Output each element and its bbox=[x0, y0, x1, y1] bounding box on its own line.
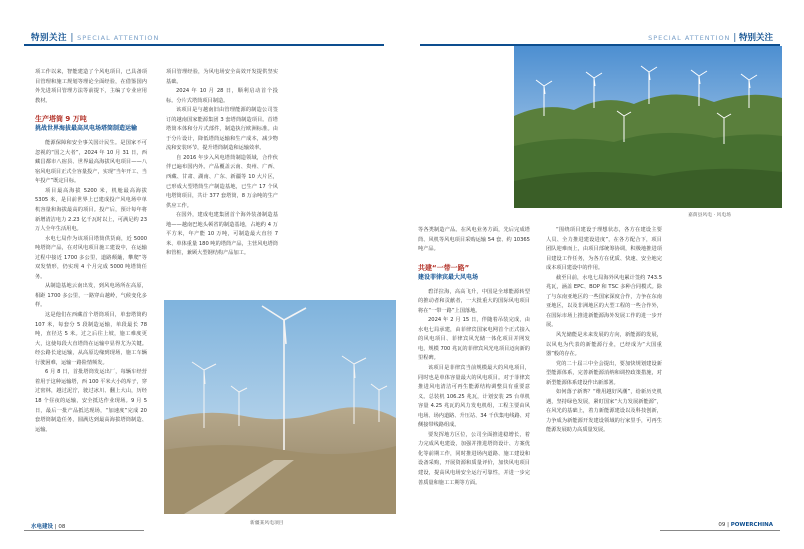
paragraph: 党的二十届三中全会提出，要加快规划建设新型能源体系，完善新能源消纳和调控政策措施，对新型能源体系建设作出新部署。 bbox=[546, 360, 662, 386]
paragraph: 6 月 8 日，首批塔筒发运出厂，每辆车经营着用于这种运输塔，西 100 平米大小的库子，穿过密林，越过泥泞，驶过冰川、翻上大山，历经 18 个昼夜的运输，安全抵达作业现场。9 月 5 日，最后一批产品抵达现场，“加速度”完成 20 套塔筒制造任务，圆满达到最高海拔塔筒制造、运输。 bbox=[35, 369, 147, 433]
photo-caption-lower: 新疆某风电项目 bbox=[250, 521, 284, 526]
section-title-cn-right: 特别关注 bbox=[738, 33, 773, 43]
paragraph: 能源保障和安全事关国计民生。是国家不可忽视的“国之大者”，2024 年 10 月 31 日，西藏昌都市八宿县、世界最高海拔风电项目——八宿风电项目正式全容量投产，实现“当年开工、当年投产”既定目标。 bbox=[35, 140, 147, 185]
paragraph: 项工作以来，智能建造了个风电项目，已具备项目管理和施工规划等理论全面经验，在借鉴国内外先进项目管理方法等前提下，主编了专业应用教材。 bbox=[35, 69, 147, 104]
paragraph: 等各类制造产品。在风电业务方面，先后完成塔筒、风机等风电项目采购运输 54 套、约 10365 吨产品。 bbox=[418, 227, 530, 253]
section-title-cn: 特别关注 bbox=[31, 33, 68, 43]
paragraph: 截至目前，水电七局海外风电累计签约 743.5 兆瓦，涵盖 EPC、BOP 和 TSC 多种合同模式。除了与东南亚地区的一些国家深度合作，力争在东南亚地区，以及非洲地区的大型工程的一些合作外，在国际市场上推进新能源海外发展工作的进一步开展。 bbox=[546, 274, 662, 329]
paragraph: 要发挥地方区位，公司全面推进稳增长，着力完成风电建设，加强并推进塔筒设计、方案优化等前期工作，同时推进场内道路、施工建设和设备采购，开展资源和质量评价，加快风电项目建设，提高风电场安全运行可靠性，并进一步完善质量和施工工期等方面。 bbox=[418, 431, 530, 486]
wind-farm-illustration-upper bbox=[514, 46, 782, 208]
page-number-right: 09 bbox=[718, 522, 726, 528]
footer-right: 09 | POWERCHINA bbox=[718, 522, 773, 528]
header-left: 特别关注 | SPECIAL ATTENTION bbox=[31, 33, 160, 43]
footer-rule-left bbox=[24, 530, 144, 531]
magazine-name: 水电建设 bbox=[31, 524, 54, 530]
paragraph: 水电七局作为该项目塔筒供货商，近 5000 吨塔筒产品，在对风电项目施工建设中，在运输过程中接近 1700 多公里，道路颠簸，攀爬“等双发情形，仍实现 4 个月完成 5000 吨塔筒任务。 bbox=[35, 235, 147, 280]
section-title-en-right: SPECIAL ATTENTION bbox=[648, 34, 731, 42]
paragraph: 从制造基地云南出发，到风电场所在高原，相距 1700 多公里，一路穿山越岭，气候变化多样。 bbox=[35, 283, 147, 309]
paragraph: 项目最高海拔 5200 米，机舱最高海拔 5305 米，是目前世界上已建成投产风电场中单机容量和海拔最高的项目。投产后，预计每年将新增清洁电力 2.23 亿千瓦时以上，可满足约 23 万人全年生活用电。 bbox=[35, 187, 147, 233]
subheading-title: 共建“一带一路” bbox=[418, 263, 470, 272]
wind-farm-photo-lower bbox=[164, 300, 396, 514]
page-header bbox=[0, 28, 804, 44]
header-rule-left bbox=[24, 44, 384, 46]
section-title-en: SPECIAL ATTENTION bbox=[77, 34, 160, 42]
paragraph: 如何落子新赛？“维用越好风潮”，给新历史机遇，坚持绿色发展，紧盯国家“大力发展新能源”，在风光的基础上，着力新能源建设以及科技创新，力争成为新能源开发建设领域的行家里手，可再生能源发展助力高质量发展。 bbox=[546, 389, 662, 434]
article-column-1 bbox=[35, 68, 147, 435]
article-column-3 bbox=[418, 226, 530, 488]
paragraph: 在国外，建成电建集团首个海外装备制造基地——越南巴地头顿省的制造基地，占地约 4 万平方米，年产能 10 万吨，可制造最大直径 7 米、单体重量 180 吨的塔筒产品，主营风电塔筒和管桩，兼顾大型钢结构产品加工。 bbox=[166, 212, 278, 257]
footer-rule-right bbox=[660, 530, 780, 531]
brand-name: POWERCHINA bbox=[730, 522, 773, 528]
paragraph: 2024 年 2 月 15 日，伴随着吊装完成，由水电七局承建，由菲律宾国家电网首个正式接入的风电项目、菲律宾风光储一体化项目并网发电，规模 700 兆瓦的菲律宾风光电项目迈向新的里程碑。 bbox=[418, 317, 530, 362]
footer-left: 水电建设 | 08 bbox=[31, 524, 66, 530]
paragraph: 风光储能是未来发展的方向，新能源的发展，以风电为代表的新能源行业，已经成为“大国重器”般的存在。 bbox=[546, 332, 662, 358]
subheading-subtitle: 建设菲律宾最大风电场 bbox=[418, 273, 479, 281]
photo-caption-upper: 嘉荫县风电 · 风电场 bbox=[688, 213, 731, 218]
subheading bbox=[418, 263, 530, 282]
page-number-left: 08 bbox=[58, 524, 66, 530]
paragraph: 项目管理经验，为风电场安全高效开发提供坚实基础。 bbox=[166, 69, 278, 85]
paragraph: “围绕项目建设于理想状态，各方在建设主要人员、全力推进建设进度”，在各方配合下，项目团队迎难而上，由项目部统筹协调，积极地推进项目建设工作任务，为各方在优质、快速、安全地完成本项目建设中的作用。 bbox=[546, 227, 662, 272]
subheading-title: 生产塔筒 9 万吨 bbox=[35, 115, 87, 124]
subheading bbox=[35, 114, 147, 133]
paragraph: 这是他们在西藏首个塔筒项目，单套塔筒约 107 米，每套分 5 段制造运输，单段最长 78 吨，直径达 5 米。过之后往上坡，施工难度更大，这使每段大直塔筒在运输中显得尤为关键。经公路长途运输，从高原边缘到现场，施工车辆行驶困难，运输一路险情频发。 bbox=[35, 312, 147, 366]
article-column-2 bbox=[166, 68, 278, 259]
paragraph: 碧洋拉海，高高飞升，中国是全球能源转型的推动者和贡献者，一大批重大的国际风电项目将在“一带一路”上国落地。 bbox=[418, 288, 530, 314]
wind-farm-illustration-lower bbox=[164, 300, 396, 514]
paragraph: 2024 年 10 月 28 日，顺利启动首个投标。分片式塔筒项目制造。 bbox=[166, 88, 278, 104]
article-column-4 bbox=[546, 226, 662, 436]
paragraph: 该项目是与越南旧由管理能源的制造公司签订的越南国家能源集团 3 套塔筒制造项目。首塔塔筒本体和分片式部件，制造执行欧洲标准。由于分片设计，降低塔筒运输和生产成本，减少物流和安装环节，提升塔筒制造和运输效率。 bbox=[166, 107, 278, 152]
header-right: SPECIAL ATTENTION | 特别关注 bbox=[648, 33, 773, 43]
paragraph: 该项目是菲律宾当前规模最大的风电项目，同时也是单体容量最大的风电项目。对于菲律宾推进风电清洁可再生能源结构调整具有重要意义。总装机 106.25 兆瓦，计划安装 25 台单机容量 4.25 兆瓦的风力发电机组，工程主要由风电场、场内道路、升压站、34 千伏集电线路、对侧接带线路组成。 bbox=[418, 365, 531, 429]
paragraph: 自 2016 年步入风电塔筒制造领域，合作伙伴已遍布国内外。产品覆盖云南、贵州、广西、西藏、甘肃、湖南、广东、新疆等 10 大片区，已形成大型塔筒生产制造基地，已生产 17 个风电塔筒项目，共计 377 套塔筒，8 万余吨的生产供应工作。 bbox=[166, 154, 278, 209]
wind-farm-photo-upper bbox=[514, 46, 782, 208]
subheading-subtitle: 挑战世界海拔最高风电场塔筒制造运输 bbox=[35, 125, 138, 133]
